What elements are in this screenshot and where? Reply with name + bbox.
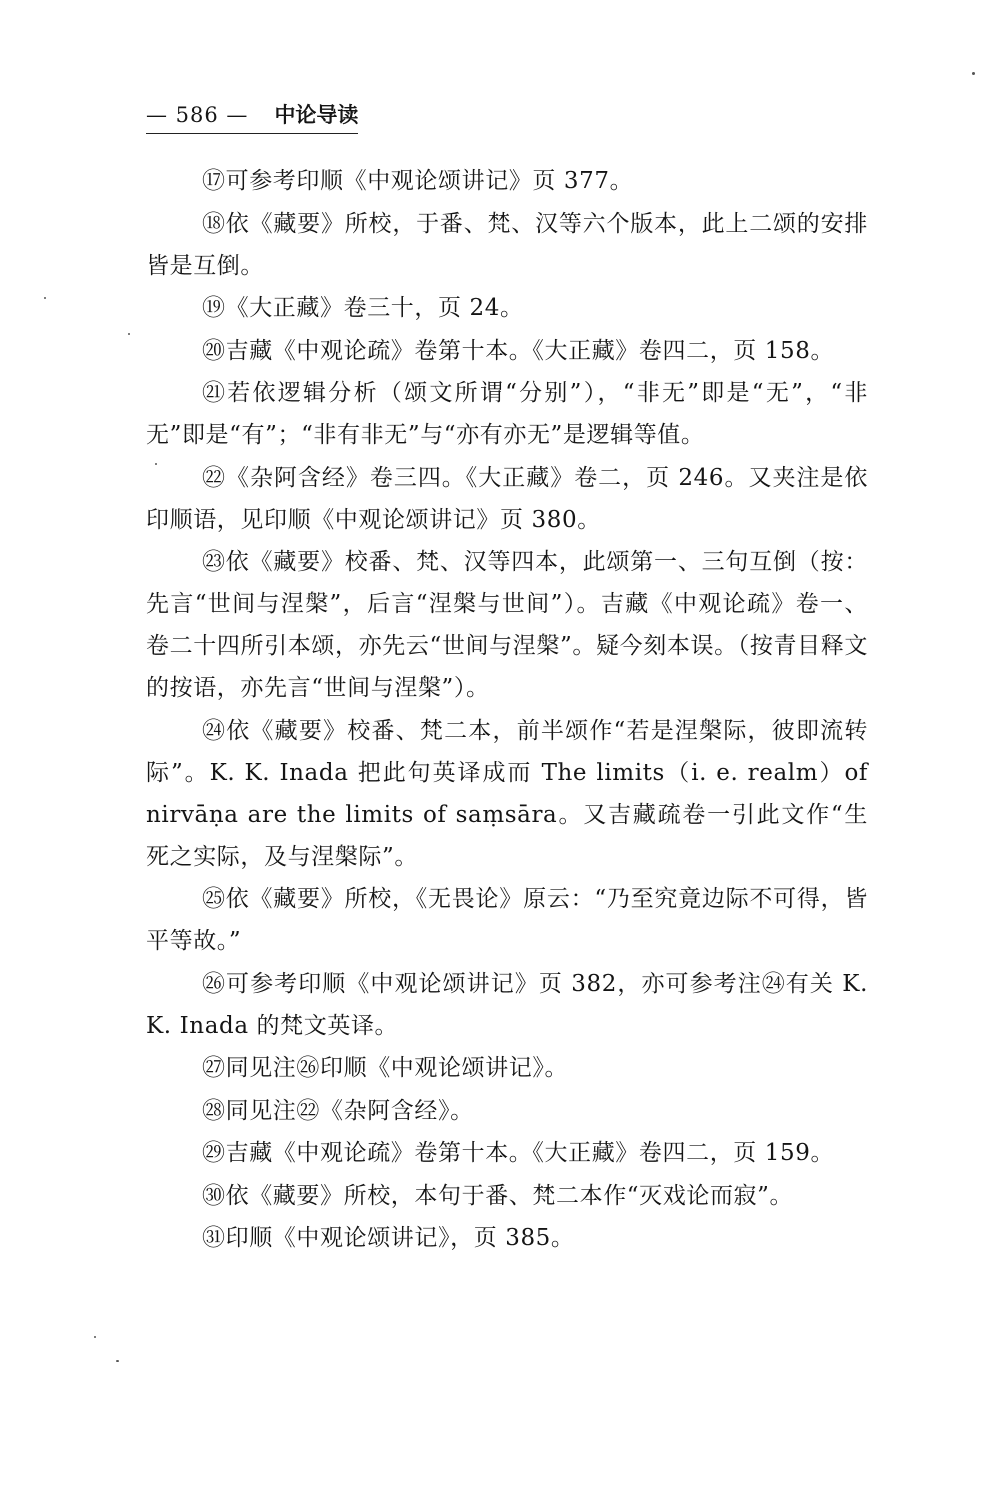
endnote-21: ㉑若依逻辑分析（颂文所谓“分别”），“非无”即是“无”，“非无”即是“有”；“非有非无”与“亦有亦无”是逻辑等值。	[146, 380, 868, 448]
scan-speck	[128, 333, 130, 335]
endnote-18: ⑱依《藏要》所校，于番、梵、汉等六个版本，此上二颂的安排皆是互倒。	[146, 210, 868, 279]
endnote-28: ㉘同见注㉒《杂阿含经》。	[202, 1097, 474, 1124]
page-number: — 586 —	[146, 103, 249, 127]
endnote-31: ㉛印顺《中观论颂讲记》，页 385。	[202, 1225, 575, 1251]
header-rule	[146, 133, 358, 134]
endnote-27: ㉗同见注㉖印顺《中观论颂讲记》。	[202, 1055, 569, 1081]
endnote-30: ㉚依《藏要》所校，本句于番、梵二本作“灭戏论而寂”。	[202, 1182, 794, 1209]
scan-speck	[116, 1360, 119, 1362]
endnote-23: ㉓依《藏要》校番、梵、汉等四本，此颂第一、三句互倒（按：先言“世间与涅槃”，后言“涅槃与世间”）。吉藏《中观论疏》卷一、卷二十四所引本颂，亦先云“世间与涅槃”。疑今刻本误。（按青目释文的按语，亦先言“世间与涅槃”）。	[146, 549, 868, 701]
endnote-26: ㉖可参考印顺《中观论颂讲记》页 382，亦可参考注㉔有关 K. K. Inada 的梵文英译。	[146, 970, 868, 1039]
endnote-17: ⑰可参考印顺《中观论颂讲记》页 377。	[202, 168, 634, 194]
scan-speck	[44, 297, 46, 299]
endnote-24: ㉔依《藏要》校番、梵二本，前半颂作“若是涅槃际，彼即流转际”。K. K. Inada 把此句英译成而 The limits（i. e. realm）of nirvāṇa are the limits of saṃsāra。又吉藏疏卷一引此文作“生死之实际，及与涅槃际”。	[146, 717, 868, 870]
scan-speck	[972, 72, 975, 75]
endnote-29: ㉙吉藏《中观论疏》卷第十本。《大正藏》卷四二，页 159。	[202, 1140, 835, 1166]
endnote-20: ⑳吉藏《中观论疏》卷第十本。《大正藏》卷四二，页 158。	[202, 337, 835, 364]
endnote-25: ㉕依《藏要》所校，《无畏论》原云：“乃至究竟边际不可得，皆平等故。”	[146, 886, 868, 954]
endnote-19: ⑲《大正藏》卷三十，页 24。	[202, 295, 524, 321]
endnotes-list	[146, 160, 868, 1260]
book-title: 中论导读	[274, 103, 359, 127]
scan-speck	[94, 1336, 96, 1338]
running-head	[146, 98, 866, 132]
scan-speck	[155, 463, 157, 465]
endnote-22: ㉒《杂阿含经》卷三四。《大正藏》卷二，页 246。又夹注是依印顺语，见印顺《中观论颂讲记》页 380。	[146, 464, 868, 533]
